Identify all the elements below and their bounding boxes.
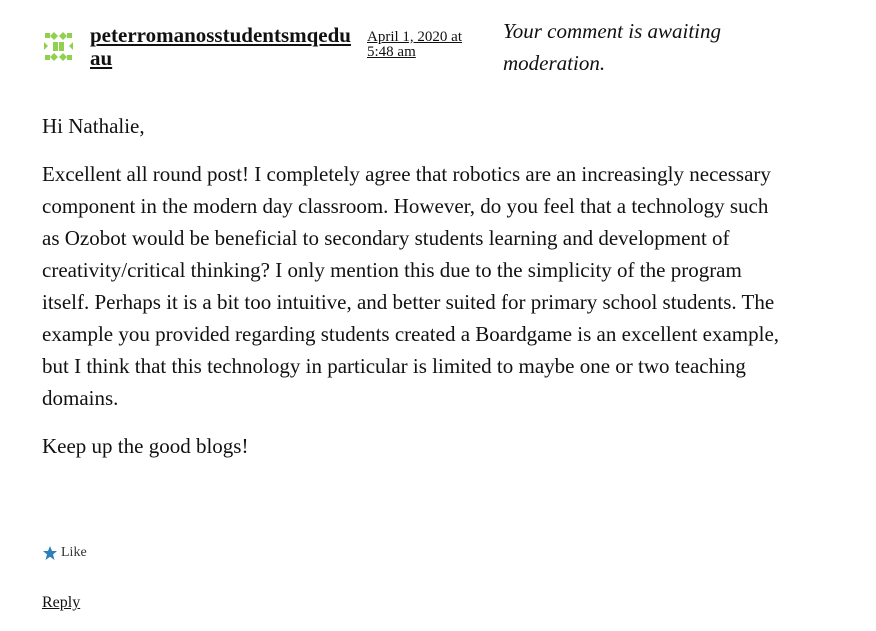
like-label: Like	[61, 545, 87, 560]
comment-date-link[interactable]: April 1, 2020 at 5:48 am	[367, 29, 462, 60]
comment-paragraph: Excellent all round post! I completely agree that robotics are an increasingly necessary component in the modern day classroom. However, do you feel that a technology such as Ozobot would be beneficial to secondary students learning and development of creativity/critical thinking? I only mention this due to the simplicity of the program itself. Perhaps it is a bit too intuitive, and better suited for primary school students. The example you provided regarding students created a Boardgame is an excellent example, but I think that this technology in particular is limited to maybe one or two teaching domains.	[42, 162, 780, 410]
comment-author-link[interactable]: peterromanosstudentsmqeduau	[90, 23, 351, 70]
reply-link[interactable]: Reply	[42, 594, 81, 611]
like-button[interactable]	[42, 543, 87, 563]
star-icon	[42, 545, 58, 561]
comment-paragraph: Hi Nathalie,	[42, 114, 145, 138]
moderation-notice: Your comment is awaiting moderation.	[503, 19, 721, 75]
comment-body	[42, 110, 790, 478]
avatar[interactable]	[42, 30, 75, 63]
comment-paragraph: Keep up the good blogs!	[42, 434, 249, 458]
